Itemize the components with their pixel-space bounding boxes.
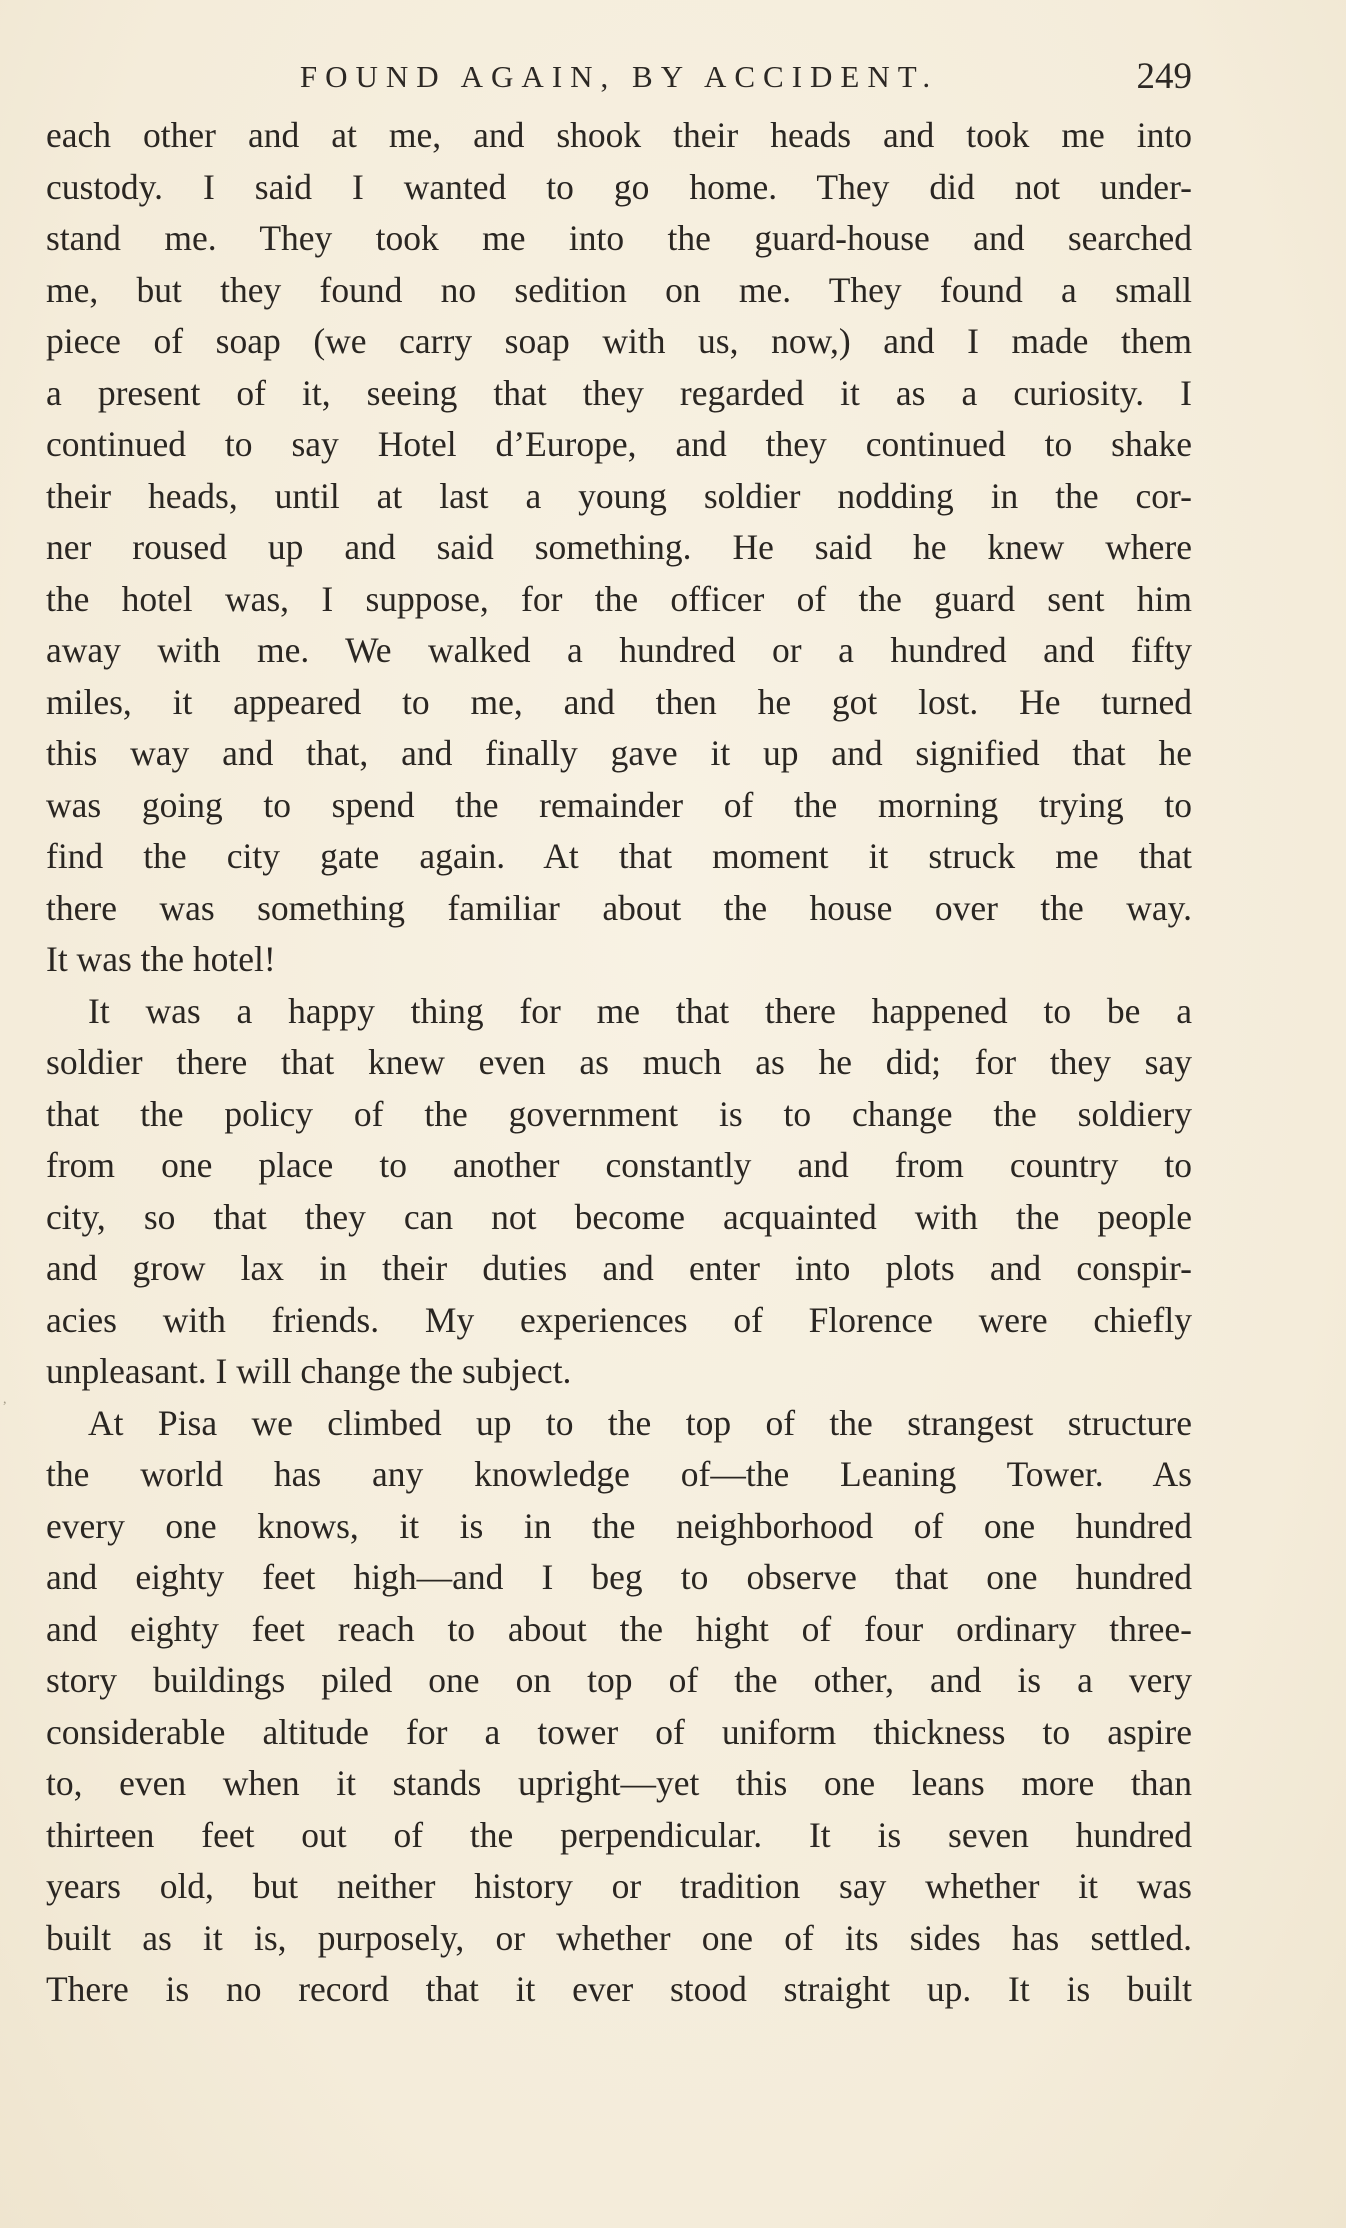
text-line: their heads, until at last a young soldier nodding in the cor- (46, 475, 1192, 516)
text-line: story buildings piled one on top of the other, and is a very (46, 1660, 1192, 1700)
running-head (46, 52, 1192, 102)
text-line: miles, it appeared to me, and then he got lost. He turned (46, 681, 1192, 722)
text-line: and eighty feet reach to about the hight of four ordinary three- (46, 1608, 1192, 1649)
page-number: 249 (1136, 56, 1192, 97)
text-line: from one place to another constantly and from country to (46, 1145, 1192, 1185)
text-line: There is no record that it ever stood straight up. It is built (46, 1969, 1192, 2009)
text-line: and eighty feet high—and I beg to observe that one hundred (46, 1557, 1192, 1597)
text-line: the hotel was, I suppose, for the officer of the guard sent him (46, 578, 1192, 619)
text-line: custody. I said I wanted to go home. They did not under- (46, 166, 1192, 207)
text-line: continued to say Hotel d’Europe, and they continued to shake (46, 424, 1192, 464)
running-head-title: FOUND AGAIN, BY ACCIDENT. (299, 59, 939, 94)
margin-mark: , (3, 1392, 7, 1407)
text-line: and grow lax in their duties and enter into plots and conspir- (46, 1248, 1192, 1288)
text-line: to, even when it stands upright—yet this one leans more than (46, 1763, 1192, 1803)
text-line: there was something familiar about the house over the way. (46, 887, 1192, 928)
text-line: each other and at me, and shook their heads and took me into (46, 115, 1192, 155)
text-line: me, but they found no sedition on me. They found a small (46, 269, 1192, 310)
text-line: It was a happy thing for me that there happened to be a (88, 990, 1192, 1031)
text-line: soldier there that knew even as much as he did; for they say (46, 1042, 1192, 1082)
text-line: that the policy of the government is to change the soldiery (46, 1093, 1192, 1134)
text-line: away with me. We walked a hundred or a hundred and fifty (46, 630, 1192, 670)
text-line: years old, but neither history or tradition say whether it was (46, 1866, 1192, 1906)
body-text (46, 110, 1192, 2016)
text-line: piece of soap (we carry soap with us, now,) and I made them (46, 321, 1192, 361)
text-line: unpleasant. I will change the subject. (46, 1351, 572, 1391)
text-line: It was the hotel! (46, 939, 276, 979)
text-line: this way and that, and finally gave it up and signified that he (46, 733, 1192, 773)
text-line: every one knows, it is in the neighborhood of one hundred (46, 1505, 1192, 1546)
text-line: considerable altitude for a tower of uniform thickness to aspire (46, 1711, 1192, 1752)
text-line: acies with friends. My experiences of Florence were chiefly (46, 1299, 1192, 1340)
text-line: the world has any knowledge of—the Leaning Tower. As (46, 1454, 1192, 1494)
text-line: stand me. They took me into the guard-house and searched (46, 218, 1192, 258)
text-line: built as it is, purposely, or whether one of its sides has settled. (46, 1917, 1192, 1958)
text-line: was going to spend the remainder of the morning trying to (46, 784, 1192, 825)
text-line: city, so that they can not become acquainted with the people (46, 1196, 1192, 1237)
text-line: At Pisa we climbed up to the top of the strangest structure (88, 1402, 1192, 1443)
text-line: thirteen feet out of the perpendicular. It is seven hundred (46, 1814, 1192, 1855)
text-line: find the city gate again. At that moment it struck me that (46, 836, 1192, 876)
text-line: ner roused up and said something. He said he knew where (46, 527, 1192, 567)
text-line: a present of it, seeing that they regarded it as a curiosity. I (46, 372, 1192, 413)
